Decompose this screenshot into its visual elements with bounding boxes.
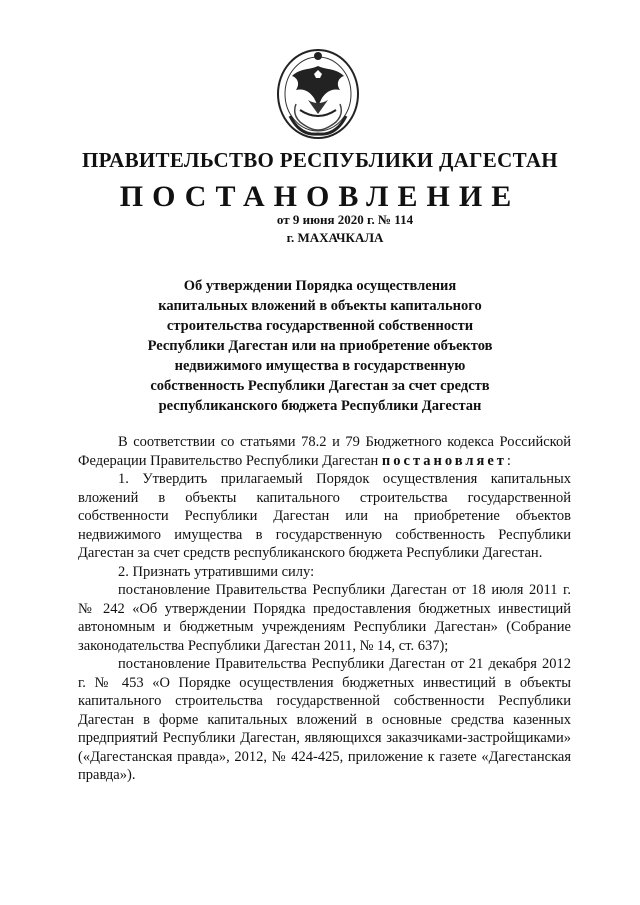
title-line: республиканского бюджета Республики Дагестан xyxy=(158,398,482,414)
government-name: ПРАВИТЕЛЬСТВО РЕСПУБЛИКИ ДАГЕСТАН xyxy=(82,148,558,172)
intro-keyword: постановляет xyxy=(381,452,507,469)
title-line: строительства государственной собственности xyxy=(166,318,474,334)
title-line: Республики Дагестан или на приобретение объектов xyxy=(147,338,493,354)
intro-paragraph xyxy=(78,433,571,470)
coat-of-arms-emblem xyxy=(270,44,366,144)
title-line: недвижимого имущества в государственную xyxy=(174,358,466,374)
paragraph-1: 1. Утвердить прилагаемый Порядок осуществления капитальных вложений в объекты капитального строительства государственной собственности Республики Дагестан или на приобретение объектов недвижимого имущества в государственную собственность Республики Дагестан за счет средств республиканского бюджета Республики Дагестан. xyxy=(78,471,571,561)
document-date: от 9 июня 2020 г. № 114 xyxy=(276,212,414,227)
title-line: капитальных вложений в объекты капитального xyxy=(158,298,482,314)
document-city: г. МАХАЧКАЛА xyxy=(286,230,384,245)
intro-colon: : xyxy=(506,452,511,469)
paragraph-4: постановление Правительства Республики Дагестан от 21 декабря 2012 г. № 453 «О Порядке осуществления бюджетных инвестиций в объекты капитального строительства государственной собственности Республики Дагестан в форме капитальных вложений в основные средства казенных предприятий Республики Дагестан, являющихся заказчиками-застройщиками» («Дагестанская правда», 2012, № 424-425, приложение к газете «Дагестанская правда»). xyxy=(78,656,571,783)
document-type: ПОСТАНОВЛЕНИЕ xyxy=(119,180,521,213)
document-body xyxy=(78,433,571,785)
intro-text: В соответствии со статьями 78.2 и 79 Бюджетного кодекса Российской Федерации Правительство Республики Дагестан xyxy=(78,434,571,469)
title-line: собственность Республики Дагестан за счет средств xyxy=(150,378,490,394)
paragraph-3: постановление Правительства Республики Дагестан от 18 июля 2011 г. № 242 «Об утверждении Порядка предоставления бюджетных инвестиций автономным и бюджетным учреждениям Республики Дагестан» (Собрание законодательства Республики Дагестан 2011, № 14, ст. 637); xyxy=(78,582,571,654)
paragraph-2: 2. Признать утратившими силу: xyxy=(118,563,315,580)
document-title xyxy=(100,276,540,416)
title-line: Об утверждении Порядка осуществления xyxy=(183,278,457,294)
